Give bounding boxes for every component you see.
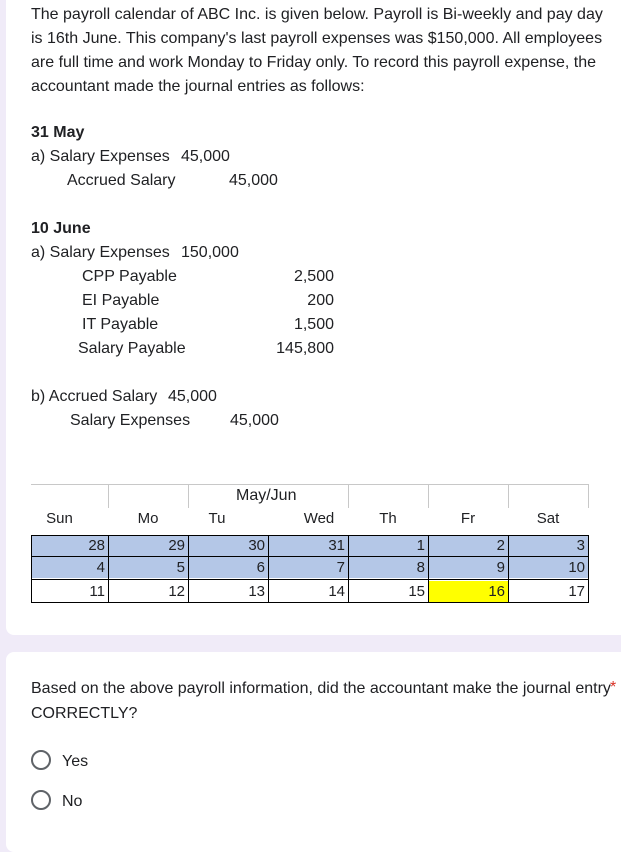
calendar-date-cell: 12 (168, 583, 185, 600)
calendar-day-header: Tu (208, 510, 226, 527)
radio-no[interactable] (31, 790, 51, 810)
calendar-date-cell: 5 (176, 559, 185, 576)
entry2b-debit-label: b) Accrued Salary (31, 388, 158, 405)
calendar-date-cell: 10 (568, 559, 585, 576)
calendar-payday-cell: 16 (429, 581, 509, 602)
entry2-credit-label: IT Payable (82, 316, 159, 333)
entry2-credit-amount: 2,500 (293, 268, 334, 285)
entry2-credit-amount: 145,800 (276, 340, 334, 357)
entry1-date: 31 May (31, 124, 85, 141)
calendar-header-row (31, 508, 589, 529)
calendar-date-cell: 1 (416, 537, 425, 554)
calendar-date-cell: 8 (416, 559, 425, 576)
payroll-calendar (31, 484, 589, 604)
calendar-date-cell: 31 (328, 537, 345, 554)
calendar-date-cell: 6 (256, 559, 265, 576)
option-yes-label[interactable]: Yes (62, 753, 89, 770)
calendar-day-header: Wed (303, 510, 335, 527)
calendar-date-cell: 17 (568, 583, 585, 600)
entry1-debit-amount: 45,000 (181, 148, 230, 165)
calendar-day-header: Sat (536, 510, 560, 527)
entry2-credit-label: EI Payable (82, 292, 160, 309)
calendar-date-cell: 3 (576, 537, 585, 554)
calendar-day-header: Th (379, 510, 397, 527)
intro-paragraph: The payroll calendar of ABC Inc. is given below. Payroll is Bi-weekly and pay day is 16th June. This company's last payroll expenses was $150,000. All employees are full time and work Monday to Friday only. To record this payroll expense, the accountant made the journal entries as follows: (31, 6, 603, 95)
question-prompt: Based on the above payroll information, did the accountant make the journal entry CORRECTLY? (31, 680, 611, 722)
entry1-credit-amount: 45,000 (229, 172, 278, 189)
entry2b-credit-amount: 45,000 (230, 412, 279, 429)
calendar-week-row (31, 535, 589, 556)
calendar-date-cell: 30 (248, 537, 265, 554)
entry2b-debit-amount: 45,000 (168, 388, 217, 405)
calendar-date-cell: 4 (96, 559, 105, 576)
entry2-credit-label: CPP Payable (82, 268, 177, 285)
entry2-credit-amount: 200 (307, 292, 334, 309)
calendar-date-cell: 11 (89, 583, 105, 600)
entry1-credit-label: Accrued Salary (67, 172, 176, 189)
calendar-day-header: Mo (137, 510, 159, 527)
calendar-day-header: Fr (460, 510, 476, 527)
calendar-date-cell: 7 (336, 559, 345, 576)
entry2-credit-amount: 1,500 (293, 316, 334, 333)
calendar-title: May/Jun (236, 487, 297, 504)
radio-yes[interactable] (31, 750, 51, 770)
entry2-debit-amount: 150,000 (181, 244, 239, 261)
entry1-debit-label: a) Salary Expenses (31, 148, 170, 165)
entry2-debit-label: a) Salary Expenses (31, 244, 170, 261)
entry2b-credit-label: Salary Expenses (70, 412, 191, 429)
calendar-date-cell: 9 (496, 559, 505, 576)
entry2-credit-label: Salary Payable (78, 340, 186, 357)
required-asterisk: * (610, 679, 617, 696)
calendar-week-row (31, 581, 589, 602)
calendar-week-row (31, 557, 589, 578)
question-text (31, 676, 616, 726)
calendar-date-cell: 15 (408, 583, 425, 600)
option-no-label[interactable]: No (62, 793, 83, 810)
calendar-date-cell: 28 (88, 537, 105, 554)
calendar-date-cell: 13 (248, 583, 265, 600)
entry2-date: 10 June (31, 220, 91, 237)
calendar-date-cell: 14 (328, 583, 345, 600)
calendar-date-cell: 29 (168, 537, 185, 554)
calendar-day-header: Sun (46, 510, 73, 527)
calendar-date-cell: 2 (496, 537, 505, 554)
